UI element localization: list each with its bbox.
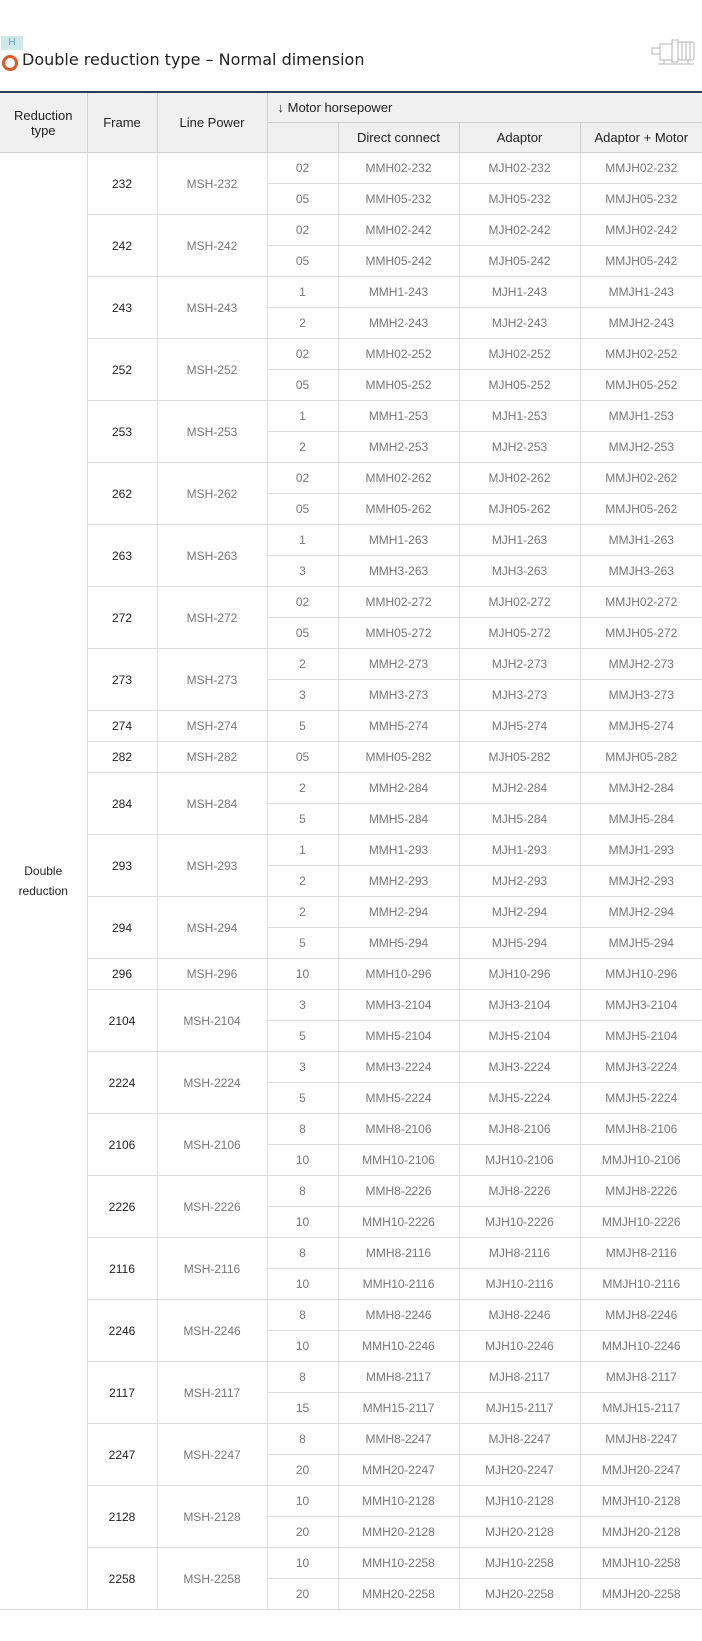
direct-connect-model-cell: MMH20-2258 [338, 1579, 459, 1610]
col-header-reduction-type: Reduction type [0, 92, 87, 153]
direct-connect-model-cell: MMH5-274 [338, 711, 459, 742]
hp-value-cell: 20 [267, 1517, 338, 1548]
direct-connect-model-cell: MMH05-272 [338, 618, 459, 649]
frame-cell: 296 [87, 959, 157, 990]
adaptor-model-cell: MJH02-232 [459, 153, 580, 184]
hp-value-cell: 10 [267, 1207, 338, 1238]
hp-value-cell: 2 [267, 866, 338, 897]
table-row [0, 649, 702, 680]
adaptor-motor-model-cell: MMJH10-2258 [580, 1548, 702, 1579]
adaptor-motor-model-cell: MMJH10-2106 [580, 1145, 702, 1176]
adaptor-model-cell: MJH8-2226 [459, 1176, 580, 1207]
frame-cell: 2128 [87, 1486, 157, 1548]
adaptor-motor-model-cell: MMJH5-2224 [580, 1083, 702, 1114]
adaptor-motor-model-cell: MMJH8-2226 [580, 1176, 702, 1207]
adaptor-model-cell: MJH1-253 [459, 401, 580, 432]
direct-connect-model-cell: MMH05-252 [338, 370, 459, 401]
hp-value-cell: 05 [267, 370, 338, 401]
frame-cell: 2104 [87, 990, 157, 1052]
adaptor-motor-model-cell: MMJH1-263 [580, 525, 702, 556]
adaptor-motor-model-cell: MMJH05-252 [580, 370, 702, 401]
direct-connect-model-cell: MMH1-293 [338, 835, 459, 866]
direct-connect-model-cell: MMH02-262 [338, 463, 459, 494]
hp-value-cell: 1 [267, 525, 338, 556]
frame-cell: 2224 [87, 1052, 157, 1114]
hp-value-cell: 8 [267, 1300, 338, 1331]
line-power-cell: MSH-2106 [157, 1114, 267, 1176]
adaptor-motor-model-cell: MMJH10-2116 [580, 1269, 702, 1300]
direct-connect-model-cell: MMH1-243 [338, 277, 459, 308]
adaptor-model-cell: MJH3-2104 [459, 990, 580, 1021]
hp-value-cell: 5 [267, 928, 338, 959]
frame-cell: 2226 [87, 1176, 157, 1238]
adaptor-motor-model-cell: MMJH3-2224 [580, 1052, 702, 1083]
table-row [0, 959, 702, 990]
direct-connect-model-cell: MMH8-2246 [338, 1300, 459, 1331]
col-header-hp-blank [267, 123, 338, 153]
adaptor-model-cell: MJH5-2104 [459, 1021, 580, 1052]
frame-cell: 253 [87, 401, 157, 463]
hp-value-cell: 05 [267, 246, 338, 277]
reduction-type-cell: Double reduction [0, 153, 87, 1610]
direct-connect-model-cell: MMH10-296 [338, 959, 459, 990]
adaptor-motor-model-cell: MMJH2-294 [580, 897, 702, 928]
adaptor-motor-model-cell: MMJH5-2104 [580, 1021, 702, 1052]
adaptor-motor-model-cell: MMJH05-282 [580, 742, 702, 773]
adaptor-model-cell: MJH8-2246 [459, 1300, 580, 1331]
frame-cell: 263 [87, 525, 157, 587]
adaptor-model-cell: MJH2-253 [459, 432, 580, 463]
adaptor-model-cell: MJH05-282 [459, 742, 580, 773]
hp-value-cell: 5 [267, 804, 338, 835]
hp-value-cell: 5 [267, 711, 338, 742]
adaptor-motor-model-cell: MMJH5-294 [580, 928, 702, 959]
line-power-cell: MSH-262 [157, 463, 267, 525]
adaptor-model-cell: MJH5-2224 [459, 1083, 580, 1114]
adaptor-motor-model-cell: MMJH5-274 [580, 711, 702, 742]
hp-value-cell: 20 [267, 1455, 338, 1486]
direct-connect-model-cell: MMH02-232 [338, 153, 459, 184]
frame-cell: 274 [87, 711, 157, 742]
direct-connect-model-cell: MMH2-253 [338, 432, 459, 463]
direct-connect-model-cell: MMH8-2247 [338, 1424, 459, 1455]
adaptor-model-cell: MJH15-2117 [459, 1393, 580, 1424]
adaptor-motor-model-cell: MMJH1-293 [580, 835, 702, 866]
adaptor-motor-model-cell: MMJH10-296 [580, 959, 702, 990]
direct-connect-model-cell: MMH02-272 [338, 587, 459, 618]
adaptor-motor-model-cell: MMJH2-284 [580, 773, 702, 804]
adaptor-motor-model-cell: MMJH1-243 [580, 277, 702, 308]
hp-value-cell: 05 [267, 184, 338, 215]
line-power-cell: MSH-2128 [157, 1486, 267, 1548]
frame-cell: 2246 [87, 1300, 157, 1362]
line-power-cell: MSH-274 [157, 711, 267, 742]
hp-value-cell: 10 [267, 1331, 338, 1362]
col-header-direct-connect: Direct connect [338, 123, 459, 153]
line-power-cell: MSH-284 [157, 773, 267, 835]
line-power-cell: MSH-263 [157, 525, 267, 587]
hp-value-cell: 10 [267, 959, 338, 990]
adaptor-motor-model-cell: MMJH2-293 [580, 866, 702, 897]
frame-cell: 2106 [87, 1114, 157, 1176]
col-header-adaptor: Adaptor [459, 123, 580, 153]
adaptor-model-cell: MJH20-2258 [459, 1579, 580, 1610]
adaptor-model-cell: MJH02-242 [459, 215, 580, 246]
frame-cell: 242 [87, 215, 157, 277]
direct-connect-model-cell: MMH5-2104 [338, 1021, 459, 1052]
direct-connect-model-cell: MMH5-284 [338, 804, 459, 835]
direct-connect-model-cell: MMH8-2116 [338, 1238, 459, 1269]
direct-connect-model-cell: MMH1-263 [338, 525, 459, 556]
direct-connect-model-cell: MMH02-242 [338, 215, 459, 246]
adaptor-model-cell: MJH3-2224 [459, 1052, 580, 1083]
table-row [0, 463, 702, 494]
direct-connect-model-cell: MMH05-282 [338, 742, 459, 773]
table-row [0, 990, 702, 1021]
adaptor-model-cell: MJH20-2247 [459, 1455, 580, 1486]
line-power-cell: MSH-2258 [157, 1548, 267, 1610]
table-row [0, 1424, 702, 1455]
adaptor-motor-model-cell: MMJH8-2106 [580, 1114, 702, 1145]
hp-value-cell: 1 [267, 277, 338, 308]
direct-connect-model-cell: MMH15-2117 [338, 1393, 459, 1424]
adaptor-model-cell: MJH5-284 [459, 804, 580, 835]
adaptor-model-cell: MJH1-263 [459, 525, 580, 556]
adaptor-motor-model-cell: MMJH3-273 [580, 680, 702, 711]
table-row [0, 587, 702, 618]
adaptor-model-cell: MJH05-242 [459, 246, 580, 277]
adaptor-model-cell: MJH05-272 [459, 618, 580, 649]
hp-value-cell: 2 [267, 773, 338, 804]
adaptor-motor-model-cell: MMJH3-263 [580, 556, 702, 587]
table-row [0, 742, 702, 773]
line-power-cell: MSH-2104 [157, 990, 267, 1052]
adaptor-model-cell: MJH10-2246 [459, 1331, 580, 1362]
adaptor-motor-model-cell: MMJH05-262 [580, 494, 702, 525]
adaptor-motor-model-cell: MMJH8-2117 [580, 1362, 702, 1393]
frame-cell: 252 [87, 339, 157, 401]
reduction-spec-table [0, 91, 702, 1610]
hp-value-cell: 02 [267, 215, 338, 246]
adaptor-motor-model-cell: MMJH20-2247 [580, 1455, 702, 1486]
section-tag: H [1, 36, 23, 50]
direct-connect-model-cell: MMH8-2117 [338, 1362, 459, 1393]
table-row [0, 401, 702, 432]
gear-motor-icon [650, 36, 698, 68]
direct-connect-model-cell: MMH10-2128 [338, 1486, 459, 1517]
table-row [0, 835, 702, 866]
adaptor-model-cell: MJH10-2106 [459, 1145, 580, 1176]
adaptor-model-cell: MJH3-273 [459, 680, 580, 711]
direct-connect-model-cell: MMH3-2224 [338, 1052, 459, 1083]
direct-connect-model-cell: MMH05-262 [338, 494, 459, 525]
table-row [0, 711, 702, 742]
direct-connect-model-cell: MMH10-2258 [338, 1548, 459, 1579]
adaptor-model-cell: MJH05-252 [459, 370, 580, 401]
table-row [0, 1362, 702, 1393]
hp-value-cell: 05 [267, 742, 338, 773]
adaptor-motor-model-cell: MMJH20-2258 [580, 1579, 702, 1610]
hp-value-cell: 3 [267, 990, 338, 1021]
adaptor-model-cell: MJH5-294 [459, 928, 580, 959]
frame-cell: 294 [87, 897, 157, 959]
frame-cell: 2258 [87, 1548, 157, 1610]
frame-cell: 262 [87, 463, 157, 525]
hp-value-cell: 8 [267, 1424, 338, 1455]
adaptor-motor-model-cell: MMJH02-242 [580, 215, 702, 246]
hp-value-cell: 02 [267, 153, 338, 184]
line-power-cell: MSH-273 [157, 649, 267, 711]
hp-value-cell: 2 [267, 308, 338, 339]
table-row [0, 773, 702, 804]
adaptor-model-cell: MJH10-2226 [459, 1207, 580, 1238]
hp-value-cell: 2 [267, 432, 338, 463]
direct-connect-model-cell: MMH1-253 [338, 401, 459, 432]
adaptor-motor-model-cell: MMJH8-2247 [580, 1424, 702, 1455]
line-power-cell: MSH-2117 [157, 1362, 267, 1424]
adaptor-motor-model-cell: MMJH5-284 [580, 804, 702, 835]
table-row [0, 1176, 702, 1207]
line-power-cell: MSH-2246 [157, 1300, 267, 1362]
adaptor-motor-model-cell: MMJH15-2117 [580, 1393, 702, 1424]
col-header-line-power: Line Power [157, 92, 267, 153]
table-row [0, 1486, 702, 1517]
hp-value-cell: 8 [267, 1176, 338, 1207]
hp-value-cell: 10 [267, 1145, 338, 1176]
hp-value-cell: 3 [267, 680, 338, 711]
direct-connect-model-cell: MMH02-252 [338, 339, 459, 370]
table-row [0, 1300, 702, 1331]
adaptor-motor-model-cell: MMJH2-243 [580, 308, 702, 339]
frame-cell: 2117 [87, 1362, 157, 1424]
adaptor-model-cell: MJH10-2116 [459, 1269, 580, 1300]
adaptor-model-cell: MJH10-296 [459, 959, 580, 990]
adaptor-motor-model-cell: MMJH1-253 [580, 401, 702, 432]
adaptor-model-cell: MJH05-232 [459, 184, 580, 215]
adaptor-model-cell: MJH8-2116 [459, 1238, 580, 1269]
frame-cell: 282 [87, 742, 157, 773]
line-power-cell: MSH-2226 [157, 1176, 267, 1238]
adaptor-motor-model-cell: MMJH10-2226 [580, 1207, 702, 1238]
line-power-cell: MSH-243 [157, 277, 267, 339]
line-power-cell: MSH-2116 [157, 1238, 267, 1300]
col-header-frame: Frame [87, 92, 157, 153]
hp-value-cell: 05 [267, 494, 338, 525]
direct-connect-model-cell: MMH10-2116 [338, 1269, 459, 1300]
page-title: Double reduction type – Normal dimension [22, 50, 365, 69]
direct-connect-model-cell: MMH2-284 [338, 773, 459, 804]
direct-connect-model-cell: MMH8-2226 [338, 1176, 459, 1207]
adaptor-motor-model-cell: MMJH05-242 [580, 246, 702, 277]
direct-connect-model-cell: MMH2-293 [338, 866, 459, 897]
adaptor-model-cell: MJH8-2106 [459, 1114, 580, 1145]
frame-cell: 243 [87, 277, 157, 339]
line-power-cell: MSH-282 [157, 742, 267, 773]
line-power-cell: MSH-232 [157, 153, 267, 215]
adaptor-model-cell: MJH8-2247 [459, 1424, 580, 1455]
adaptor-motor-model-cell: MMJH05-272 [580, 618, 702, 649]
direct-connect-model-cell: MMH5-2224 [338, 1083, 459, 1114]
hp-value-cell: 8 [267, 1238, 338, 1269]
table-row [0, 215, 702, 246]
hp-value-cell: 10 [267, 1548, 338, 1579]
adaptor-model-cell: MJH20-2128 [459, 1517, 580, 1548]
hp-value-cell: 5 [267, 1083, 338, 1114]
direct-connect-model-cell: MMH3-263 [338, 556, 459, 587]
adaptor-model-cell: MJH5-274 [459, 711, 580, 742]
adaptor-motor-model-cell: MMJH8-2246 [580, 1300, 702, 1331]
line-power-cell: MSH-293 [157, 835, 267, 897]
frame-cell: 272 [87, 587, 157, 649]
frame-cell: 284 [87, 773, 157, 835]
direct-connect-model-cell: MMH05-232 [338, 184, 459, 215]
frame-cell: 232 [87, 153, 157, 215]
hp-value-cell: 5 [267, 1021, 338, 1052]
table-row [0, 1548, 702, 1579]
adaptor-motor-model-cell: MMJH2-253 [580, 432, 702, 463]
table-row [0, 897, 702, 928]
line-power-cell: MSH-296 [157, 959, 267, 990]
adaptor-motor-model-cell: MMJH02-252 [580, 339, 702, 370]
frame-cell: 293 [87, 835, 157, 897]
col-header-motor-horsepower: ↓ Motor horsepower [267, 92, 702, 123]
table-body [0, 153, 702, 1610]
table-row [0, 1238, 702, 1269]
direct-connect-model-cell: MMH10-2226 [338, 1207, 459, 1238]
table-row [0, 1052, 702, 1083]
hp-value-cell: 15 [267, 1393, 338, 1424]
direct-connect-model-cell: MMH8-2106 [338, 1114, 459, 1145]
hp-value-cell: 02 [267, 587, 338, 618]
line-power-cell: MSH-252 [157, 339, 267, 401]
table-row [0, 277, 702, 308]
hp-value-cell: 10 [267, 1269, 338, 1300]
adaptor-model-cell: MJH02-252 [459, 339, 580, 370]
page-header [0, 0, 702, 92]
direct-connect-model-cell: MMH2-243 [338, 308, 459, 339]
frame-cell: 2247 [87, 1424, 157, 1486]
hp-value-cell: 1 [267, 401, 338, 432]
title-bullet-icon [2, 55, 18, 71]
line-power-cell: MSH-242 [157, 215, 267, 277]
direct-connect-model-cell: MMH5-294 [338, 928, 459, 959]
adaptor-motor-model-cell: MMJH02-272 [580, 587, 702, 618]
line-power-cell: MSH-294 [157, 897, 267, 959]
frame-cell: 2116 [87, 1238, 157, 1300]
direct-connect-model-cell: MMH2-273 [338, 649, 459, 680]
adaptor-model-cell: MJH2-273 [459, 649, 580, 680]
adaptor-model-cell: MJH2-294 [459, 897, 580, 928]
direct-connect-model-cell: MMH3-273 [338, 680, 459, 711]
adaptor-motor-model-cell: MMJH8-2116 [580, 1238, 702, 1269]
hp-value-cell: 05 [267, 618, 338, 649]
adaptor-model-cell: MJH2-284 [459, 773, 580, 804]
line-power-cell: MSH-2247 [157, 1424, 267, 1486]
hp-value-cell: 20 [267, 1579, 338, 1610]
frame-cell: 273 [87, 649, 157, 711]
adaptor-motor-model-cell: MMJH10-2128 [580, 1486, 702, 1517]
direct-connect-model-cell: MMH05-242 [338, 246, 459, 277]
adaptor-model-cell: MJH02-262 [459, 463, 580, 494]
line-power-cell: MSH-2224 [157, 1052, 267, 1114]
adaptor-motor-model-cell: MMJH3-2104 [580, 990, 702, 1021]
direct-connect-model-cell: MMH10-2246 [338, 1331, 459, 1362]
adaptor-motor-model-cell: MMJH10-2246 [580, 1331, 702, 1362]
adaptor-model-cell: MJH02-272 [459, 587, 580, 618]
line-power-cell: MSH-272 [157, 587, 267, 649]
line-power-cell: MSH-253 [157, 401, 267, 463]
adaptor-model-cell: MJH2-293 [459, 866, 580, 897]
adaptor-model-cell: MJH8-2117 [459, 1362, 580, 1393]
hp-value-cell: 02 [267, 339, 338, 370]
table-row [0, 1114, 702, 1145]
hp-value-cell: 3 [267, 556, 338, 587]
col-header-adaptor-motor: Adaptor + Motor [580, 123, 702, 153]
table-row [0, 525, 702, 556]
hp-value-cell: 1 [267, 835, 338, 866]
adaptor-model-cell: MJH05-262 [459, 494, 580, 525]
direct-connect-model-cell: MMH20-2247 [338, 1455, 459, 1486]
hp-value-cell: 2 [267, 897, 338, 928]
direct-connect-model-cell: MMH3-2104 [338, 990, 459, 1021]
adaptor-model-cell: MJH1-243 [459, 277, 580, 308]
adaptor-motor-model-cell: MMJH2-273 [580, 649, 702, 680]
adaptor-model-cell: MJH10-2258 [459, 1548, 580, 1579]
table-row [0, 153, 702, 184]
hp-value-cell: 8 [267, 1114, 338, 1145]
adaptor-model-cell: MJH1-293 [459, 835, 580, 866]
direct-connect-model-cell: MMH2-294 [338, 897, 459, 928]
adaptor-model-cell: MJH3-263 [459, 556, 580, 587]
direct-connect-model-cell: MMH10-2106 [338, 1145, 459, 1176]
table-row [0, 339, 702, 370]
hp-value-cell: 3 [267, 1052, 338, 1083]
adaptor-model-cell: MJH10-2128 [459, 1486, 580, 1517]
adaptor-model-cell: MJH2-243 [459, 308, 580, 339]
hp-value-cell: 02 [267, 463, 338, 494]
adaptor-motor-model-cell: MMJH20-2128 [580, 1517, 702, 1548]
hp-value-cell: 2 [267, 649, 338, 680]
direct-connect-model-cell: MMH20-2128 [338, 1517, 459, 1548]
adaptor-motor-model-cell: MMJH02-232 [580, 153, 702, 184]
adaptor-motor-model-cell: MMJH02-262 [580, 463, 702, 494]
hp-value-cell: 8 [267, 1362, 338, 1393]
hp-value-cell: 10 [267, 1486, 338, 1517]
adaptor-motor-model-cell: MMJH05-232 [580, 184, 702, 215]
